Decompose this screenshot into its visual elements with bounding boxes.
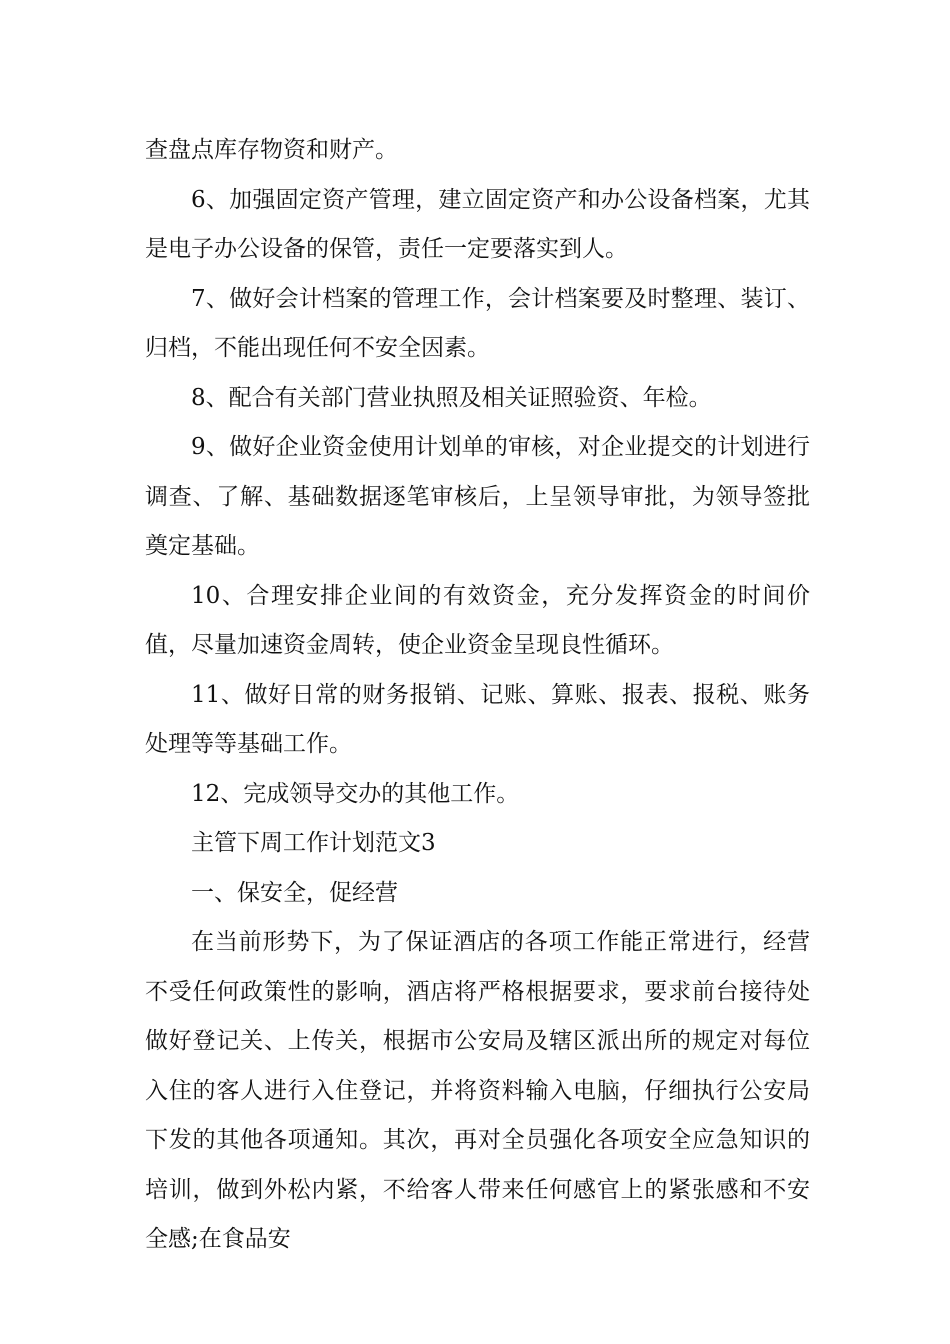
paragraph-item-9: 9、做好企业资金使用计划单的审核，对企业提交的计划进行调查、了解、基础数据逐笔审核后，上呈领导审批，为领导签批奠定基础。 (145, 434, 810, 559)
paragraph-item-12: 12、完成领导交办的其他工作。 (191, 780, 520, 807)
paragraph-item-10: 10、合理安排企业间的有效资金，充分发挥资金的时间价值，尽量加速资金周转，使企业资金呈现良性循环。 (145, 582, 810, 658)
paragraph-body: 在当前形势下，为了保证酒店的各项工作能正常进行，经营不受任何政策性的影响，酒店将严格根据要求，要求前台接待处做好登记关、上传关，根据市公安局及辖区派出所的规定对每位入住的客人进行入住登记，并将资料输入电脑，仔细执行公安局下发的其他各项通知。其次，再对全员强化各项安全应急知识的培训，做到外松内紧，不给客人带来任何感官上的紧张感和不安全感;在食品安 (145, 929, 810, 1252)
document-body (145, 126, 810, 1265)
section-title: 主管下周工作计划范文3 (191, 830, 436, 856)
paragraph-item-6: 6、加强固定资产管理，建立固定资产和办公设备档案，尤其是电子办公设备的保管，责任一定要落实到人。 (145, 186, 810, 262)
paragraph-continuation: 查盘点库存物资和财产。 (145, 137, 398, 163)
paragraph-item-11: 11、做好日常的财务报销、记账、算账、报表、报税、账务处理等等基础工作。 (145, 681, 810, 757)
paragraph-item-8: 8、配合有关部门营业执照及相关证照验资、年检。 (191, 384, 712, 411)
paragraph-item-7: 7、做好会计档案的管理工作，会计档案要及时整理、装订、归档，不能出现任何不安全因素。 (145, 285, 810, 361)
subsection-heading: 一、保安全，促经营 (191, 879, 398, 906)
